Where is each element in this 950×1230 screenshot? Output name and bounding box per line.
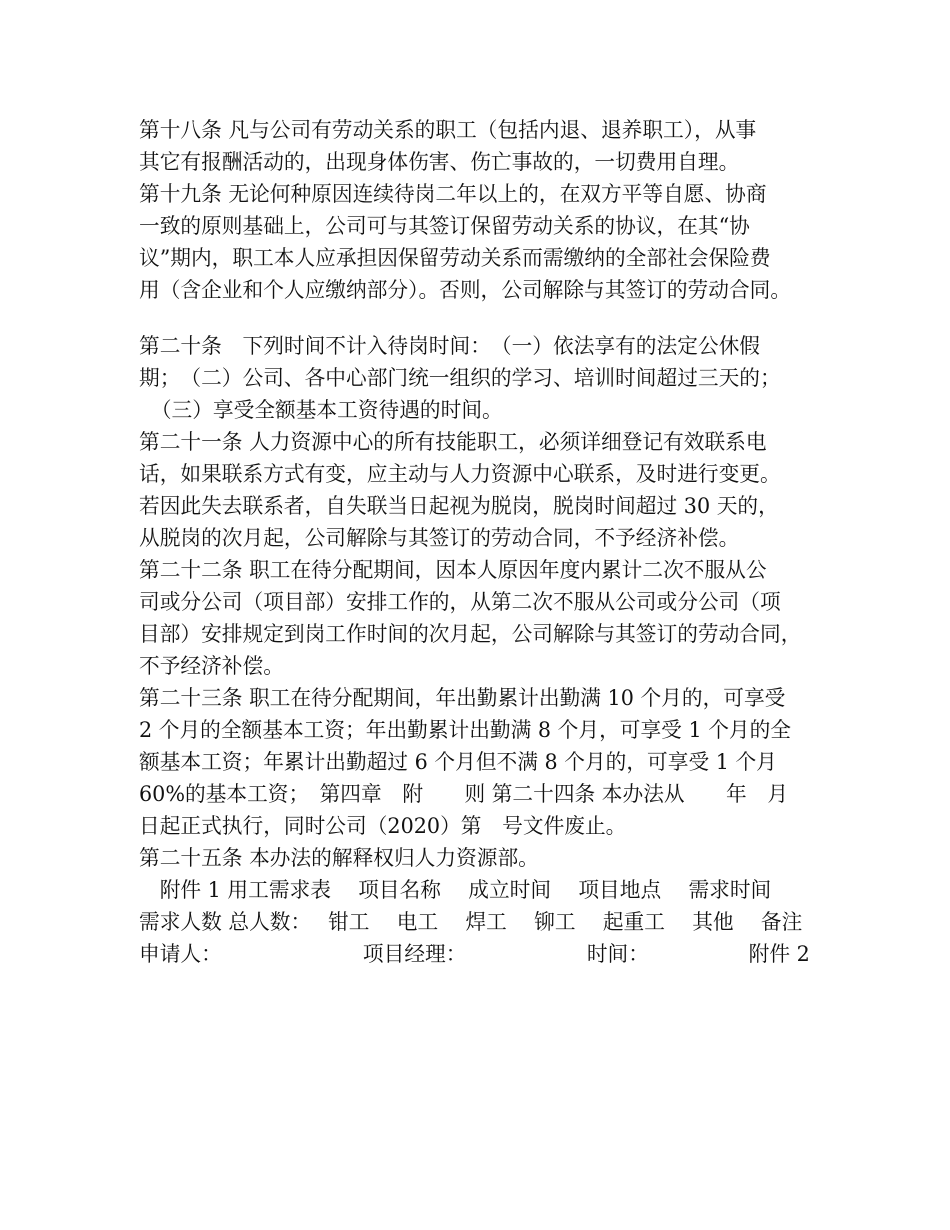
text-line: 日起正式执行，同时公司（2020）第 号文件废止。 (139, 814, 627, 838)
text-line: 从脱岗的次月起，公司解除与其签订的劳动合同，不予经济补偿。 (139, 526, 740, 550)
text-line: 第十九条 无论何种原因连续待岗二年以上的，在双方平等自愿、协商 (139, 182, 767, 206)
text-line: 额基本工资；年累计出勤超过 6 个月但不满 8 个月的，可享受 1 个月 (139, 750, 777, 774)
text-line: 60%的基本工资； 第四章 附 则 第二十四条 本办法从 年 月 (139, 782, 789, 806)
text-line: 议”期内，职工本人应承担因保留劳动关系而需缴纳的全部社会保险费 (139, 246, 771, 270)
text-line: 第二十一条 人力资源中心的所有技能职工，必须详细登记有效联系电 (139, 430, 767, 454)
text-line: 目部）安排规定到岗工作时间的次月起，公司解除与其签订的劳动合同， (139, 622, 802, 646)
text-line: 若因此失去联系者，自失联当日起视为脱岗，脱岗时间超过 30 天的， (139, 494, 779, 518)
text-line: 第十八条 凡与公司有劳动关系的职工（包括内退、退养职工），从事 (139, 118, 757, 142)
text-line: 第二十条 下列时间不计入待岗时间： （一）依法享有的法定公休假 (139, 334, 760, 358)
text-line: 不予经济补偿。 (139, 654, 284, 678)
text-line: 话，如果联系方式有变，应主动与人力资源中心联系，及时进行变更。 (139, 462, 781, 486)
text-line: 第二十五条 本办法的解释权归人力资源部。 (139, 846, 539, 870)
text-line: 需求人数 总人数： 钳工 电工 焊工 铆工 起重工 其他 备注 (139, 910, 803, 934)
text-line: 第二十三条 职工在待分配期间，年出勤累计出勤满 10 个月的，可享受 (139, 686, 786, 710)
text-line: （三）享受全额基本工资待遇的时间。 (150, 398, 503, 422)
text-line: 一致的原则基础上，公司可与其签订保留劳动关系的协议，在其“协 (139, 214, 750, 238)
document-body (139, 114, 839, 970)
paragraph-gap (139, 306, 839, 330)
text-line: 2 个月的全额基本工资；年出勤累计出勤满 8 个月，可享受 1 个月的全 (139, 718, 792, 742)
text-line: 申请人： 项目经理： 时间： 附件 2 (139, 942, 810, 966)
text-line: 附件 1 用工需求表 项目名称 成立时间 项目地点 需求时间 (139, 878, 772, 902)
text-line: 期； （二）公司、各中心部门统一组织的学习、培训时间超过三天的； (139, 366, 781, 390)
text-line: 第二十二条 职工在待分配期间，因本人原因年度内累计二次不服从公 (139, 558, 767, 582)
text-line: 用（含企业和个人应缴纳部分）。否则，公司解除与其签订的劳动合同。 (139, 278, 792, 302)
text-line: 其它有报酬活动的，出现身体伤害、伤亡事故的，一切费用自理。 (139, 150, 740, 174)
text-line: 司或分公司（项目部）安排工作的，从第二次不服从公司或分公司（项 (139, 590, 781, 614)
